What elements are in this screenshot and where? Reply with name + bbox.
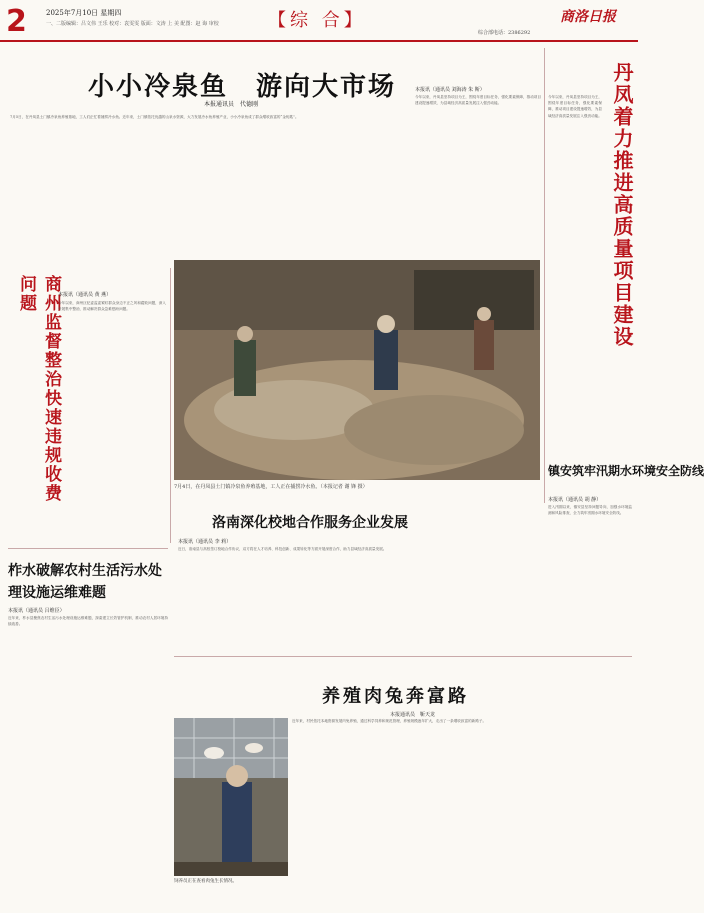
main-headline: 小小冷泉鱼 游向大市场 [88, 72, 397, 102]
fish-harvest-photo [174, 260, 540, 480]
zhenan-body: 进入汛期以来，镇安县坚持问题导向，加强水环境监测和风险排查，全力筑牢汛期水环境安全防线。 [548, 505, 632, 516]
shangzhou-body: 今年以来，商州区纪委监委紧盯群众身边不正之风和腐败问题，深入开展集中整治，推动解决群众急难愁盼问题。 [58, 301, 166, 312]
shangzhou-headline: 商州监督整治快速违规收费问题 [16, 275, 61, 503]
rabbit-body: 近年来，村民依托本地资源发展肉兔养殖，通过科学饲养和规范管理，养殖规模逐年扩大，走出了一条增收致富的新路子。 [292, 719, 487, 723]
header-rule [0, 40, 638, 42]
luonan-byline: 本报讯（通讯员 李 莉） [178, 539, 232, 545]
column-divider [170, 268, 171, 543]
page-header [0, 0, 638, 40]
page-number: 2 [6, 4, 27, 39]
zhenan-headline: 镇安筑牢汛期水环境安全防线 [548, 464, 704, 478]
danfeng-headline: 丹凤着力推进高质量项目建设 [610, 62, 634, 348]
shangzhou-byline: 本报讯（通讯员 黄 燕） [58, 292, 112, 298]
rabbit-illustration [174, 718, 288, 876]
fish-harvest-illustration [174, 260, 540, 480]
zhenan-byline: 本报讯（通讯员 胡 静） [548, 497, 602, 503]
rabbit-photo-caption: 饲养员正在查看肉兔生长情况。 [174, 879, 237, 884]
section-title: 【综 合】 [268, 10, 366, 31]
column-divider-right [544, 48, 545, 503]
danfeng-byline: 本报讯（通讯员 刘海涛 朱 斯） [415, 87, 485, 93]
rabbit-byline: 本报通讯员 靳天龙 [390, 712, 436, 718]
newspaper-logo: 商洛日报 [560, 9, 616, 25]
zuoshui-body: 近年来，柞水县聚焦农村生活污水处理设施运维难题，探索建立长效管护机制，推动农村人居环境持续改善。 [8, 616, 168, 627]
section-divider [8, 548, 168, 549]
editor-credits: 一、二版编辑：吕文伟 王乐 校对：袁雯雯 版面：文涛 上 美 配图：赵 诲 审校 [46, 21, 219, 27]
luonan-headline: 洛南深化校地合作服务企业发展 [212, 515, 408, 531]
luonan-body: 近日，洛南县与高校签订校地合作协议，双方将在人才培养、科技创新、成果转化等方面开展深度合作，助力县域经济高质量发展。 [178, 547, 387, 551]
zuoshui-headline: 柞水破解农村生活污水处理设施运维难题 [8, 563, 162, 601]
fish-photo-caption: 7月4日，在丹凤县土门镇冷泉鱼养殖基地，工人正在捕捞冷水鱼。（本报记者 谢 锋 摄） [174, 484, 368, 490]
danfeng-body-lower: 今年以来，丹凤县坚持项目为王，围绕年度目标任务，强化要素保障，推动项目建设提速增效，为县域经济高质量发展注入强劲动能。 [548, 95, 602, 118]
rabbit-headline: 养殖肉兔奔富路 [322, 686, 469, 707]
main-byline: 本报通讯员 代德刚 [204, 101, 259, 108]
department-phone: 综合部电话：2386292 [478, 30, 531, 36]
danfeng-body-upper: 今年以来，丹凤县坚持项目为王，围绕年度目标任务，强化要素保障，推动项目建设提速增效，为县域经济高质量发展注入强劲动能。 [415, 95, 541, 106]
zuoshui-byline: 本报讯（通讯员 吕维臣） [8, 608, 65, 614]
rabbit-photo [174, 718, 288, 876]
issue-date: 2025年7月10日 星期四 [46, 9, 122, 17]
main-body: 7月5日，在丹凤县土门镇冷泉鱼养殖基地，工人们正忙着捕捞冷水鱼。近年来，土门镇依托优越的山泉水资源，大力发展冷水鱼养殖产业，小小冷泉鱼成了群众增收致富的“金钥匙”。 [10, 115, 299, 119]
section-divider-bottom [174, 656, 632, 657]
